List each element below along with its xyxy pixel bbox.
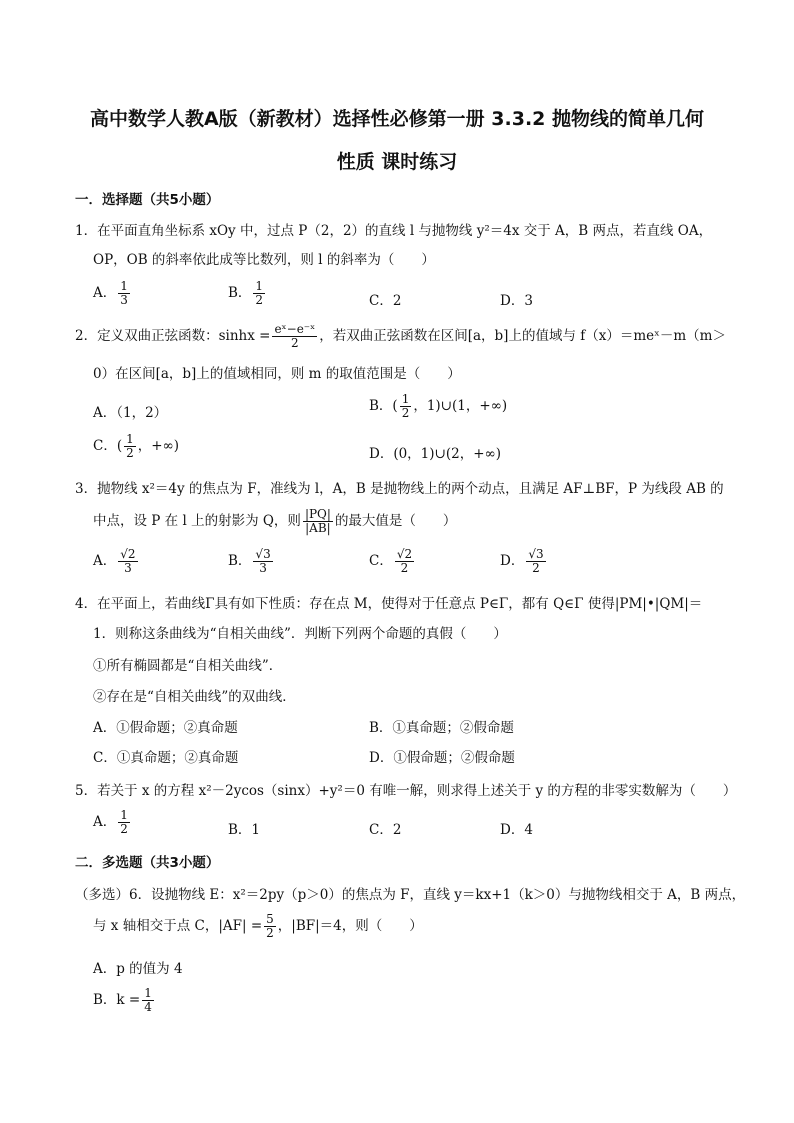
q4-statement-1: ①所有椭圆都是“自相关曲线”． bbox=[93, 658, 283, 674]
q6-option-a: A．p 的值为 4 bbox=[93, 961, 183, 977]
q3-b-num: √3 bbox=[255, 547, 271, 561]
q3-ratio-num: |PQ| bbox=[304, 507, 331, 521]
q1-option-c: C．2 bbox=[369, 293, 402, 309]
q5-a-num: 1 bbox=[120, 808, 128, 822]
q3-a-den: 3 bbox=[124, 561, 132, 575]
q3-b-fraction bbox=[253, 548, 272, 575]
q5-option-c: C．2 bbox=[369, 822, 402, 838]
q3-d-den: 2 bbox=[532, 561, 540, 575]
q6-b-num: 1 bbox=[144, 986, 152, 1000]
q4-option-b: B．①真命题；②假命题 bbox=[369, 720, 514, 736]
q3-ratio-fraction bbox=[303, 508, 333, 535]
q3-option-c bbox=[369, 548, 416, 575]
q3-c-fraction bbox=[395, 548, 414, 575]
q1-option-d: D．3 bbox=[500, 293, 533, 309]
q3-c-num: √2 bbox=[396, 547, 413, 561]
q5-option-d: D．4 bbox=[500, 822, 533, 838]
q3-stem-prefix: 中点，设 P 在 l 上的射影为 Q，则 bbox=[93, 513, 301, 529]
q2-stem-prefix: 2．定义双曲正弦函数： bbox=[75, 328, 219, 344]
q4-statement-2: ②存在是“自相关曲线”的双曲线． bbox=[93, 689, 296, 705]
q2-option-c bbox=[93, 433, 179, 460]
q5-a-fraction bbox=[118, 809, 130, 836]
q2-b-pre: B．( bbox=[369, 398, 398, 414]
q6-stem-line2 bbox=[93, 913, 423, 940]
section-heading-multi: 二．多选题（共3小题） bbox=[75, 855, 220, 871]
q6-option-b bbox=[93, 987, 156, 1014]
q1-a-num: 1 bbox=[120, 279, 128, 293]
q1-stem-line1: 1．在平面直角坐标系 xOy 中，过点 P（2，2）的直线 l 与抛物线 y²＝4x 交于 A，B 两点，若直线 OA， bbox=[75, 223, 713, 239]
q1-option-b bbox=[228, 280, 267, 307]
q2-sinh-den: 2 bbox=[291, 336, 299, 350]
q1-b-num: 1 bbox=[255, 279, 264, 293]
q3-stem-line1: 3．抛物线 x²＝4y 的焦点为 F，准线为 l，A，B 是抛物线上的两个动点，且满足 AF⊥BF，P 为线段 AB 的 bbox=[75, 481, 724, 497]
q4-option-d: D．①假命题；②假命题 bbox=[369, 750, 515, 766]
q3-stem-suffix: 的最大值是（ ） bbox=[334, 513, 457, 529]
q2-b-fraction bbox=[400, 393, 412, 420]
q3-d-fraction bbox=[526, 548, 545, 575]
q1-option-b-fraction bbox=[253, 280, 265, 307]
section-heading-choice: 一．选择题（共5小题） bbox=[75, 192, 220, 208]
q2-sinh-num: eˣ−e⁻ˣ bbox=[274, 322, 316, 336]
q3-d-label: D． bbox=[500, 553, 525, 569]
q3-ratio-den: |AB| bbox=[305, 521, 331, 535]
q5-a-label: A． bbox=[93, 814, 117, 830]
q1-option-b-label: B． bbox=[228, 285, 252, 301]
q2-c-den: 2 bbox=[126, 446, 134, 460]
q2-c-post: ，+∞) bbox=[137, 438, 180, 454]
q3-option-a bbox=[93, 548, 140, 575]
q1-stem-line2: OP，OB 的斜率依此成等比数列，则 l 的斜率为（ ） bbox=[93, 252, 435, 268]
q3-a-label: A． bbox=[93, 553, 117, 569]
q4-stem-line2: 1．则称这条曲线为“自相关曲线”．判断下列两个命题的真假（ ） bbox=[93, 626, 507, 642]
q6-stem-line1: （多选）6．设抛物线 E：x²＝2py（p＞0）的焦点为 F，直线 y＝kx+1（k＞0）与抛物线相交于 A，B 两点， bbox=[75, 887, 746, 903]
q3-a-fraction bbox=[118, 548, 137, 575]
q3-stem-line2 bbox=[93, 508, 456, 535]
q4-option-c: C．①真命题；②真命题 bbox=[93, 750, 239, 766]
q2-sinh-lhs: sinhx = bbox=[218, 328, 271, 344]
q2-b-den: 2 bbox=[401, 406, 410, 420]
q4-option-a: A．①假命题；②真命题 bbox=[93, 720, 238, 736]
q5-option-a bbox=[93, 809, 132, 836]
q5-option-b: B．1 bbox=[228, 822, 261, 838]
q1-option-a-label: A． bbox=[93, 285, 117, 301]
q2-stem-line1 bbox=[75, 323, 726, 350]
q1-b-den: 2 bbox=[255, 293, 264, 307]
q4-stem-line1: 4．在平面上，若曲线Γ具有如下性质：存在点 M，使得对于任意点 P∈Γ，都有 Q∈Γ 使得|PM|•|QM|＝ bbox=[75, 596, 703, 612]
q6-stem-suffix: ，|BF|＝4，则（ ） bbox=[277, 918, 423, 934]
q1-option-a bbox=[93, 280, 132, 307]
q5-a-den: 2 bbox=[120, 822, 128, 836]
q6-af-den: 2 bbox=[266, 926, 274, 940]
q3-option-b bbox=[228, 548, 275, 575]
q2-option-a: A．（1，2） bbox=[93, 405, 168, 421]
q6-af-fraction bbox=[264, 913, 276, 940]
q2-c-fraction bbox=[124, 433, 136, 460]
q6-b-den: 4 bbox=[144, 1000, 152, 1014]
q2-stem-suffix: ，若双曲正弦函数在区间[a，b]上的值域与 f（x）＝meˣ－m（m＞ bbox=[319, 328, 726, 344]
q6-b-pre: B．k = bbox=[93, 992, 141, 1008]
q2-option-b bbox=[369, 393, 507, 420]
q2-stem-line2: 0）在区间[a，b]上的值域相同，则 m 的取值范围是（ ） bbox=[93, 366, 461, 382]
q2-c-num: 1 bbox=[126, 432, 134, 446]
q1-a-den: 3 bbox=[120, 293, 128, 307]
q2-b-post: ，1)∪(1，+∞) bbox=[413, 398, 508, 414]
doc-title-line2: 性质 课时练习 bbox=[336, 151, 458, 173]
q2-c-pre: C．( bbox=[93, 438, 123, 454]
q3-c-den: 2 bbox=[400, 561, 409, 575]
q6-b-fraction bbox=[142, 987, 154, 1014]
q6-af-num: 5 bbox=[266, 912, 274, 926]
q1-option-a-fraction bbox=[118, 280, 130, 307]
q2-sinh-fraction bbox=[272, 323, 317, 350]
q6-stem-prefix: 与 x 轴相交于点 C，|AF| = bbox=[93, 918, 263, 934]
doc-title-line1: 高中数学人教A版（新教材）选择性必修第一册 3.3.2 抛物线的简单几何 bbox=[89, 108, 705, 130]
q3-option-d bbox=[500, 548, 548, 575]
q5-stem-line1: 5．若关于 x 的方程 x²－2ycos（sinx）+y²＝0 有唯一解，则求得上述关于 y 的方程的非零实数解为（ ） bbox=[75, 783, 737, 799]
q3-b-den: 3 bbox=[259, 561, 267, 575]
q3-c-label: C． bbox=[369, 553, 393, 569]
q3-b-label: B． bbox=[228, 553, 252, 569]
q3-a-num: √2 bbox=[120, 547, 136, 561]
q2-b-num: 1 bbox=[401, 392, 410, 406]
q3-d-num: √3 bbox=[528, 547, 544, 561]
q2-option-d: D．(0，1)∪(2，+∞) bbox=[369, 446, 502, 462]
